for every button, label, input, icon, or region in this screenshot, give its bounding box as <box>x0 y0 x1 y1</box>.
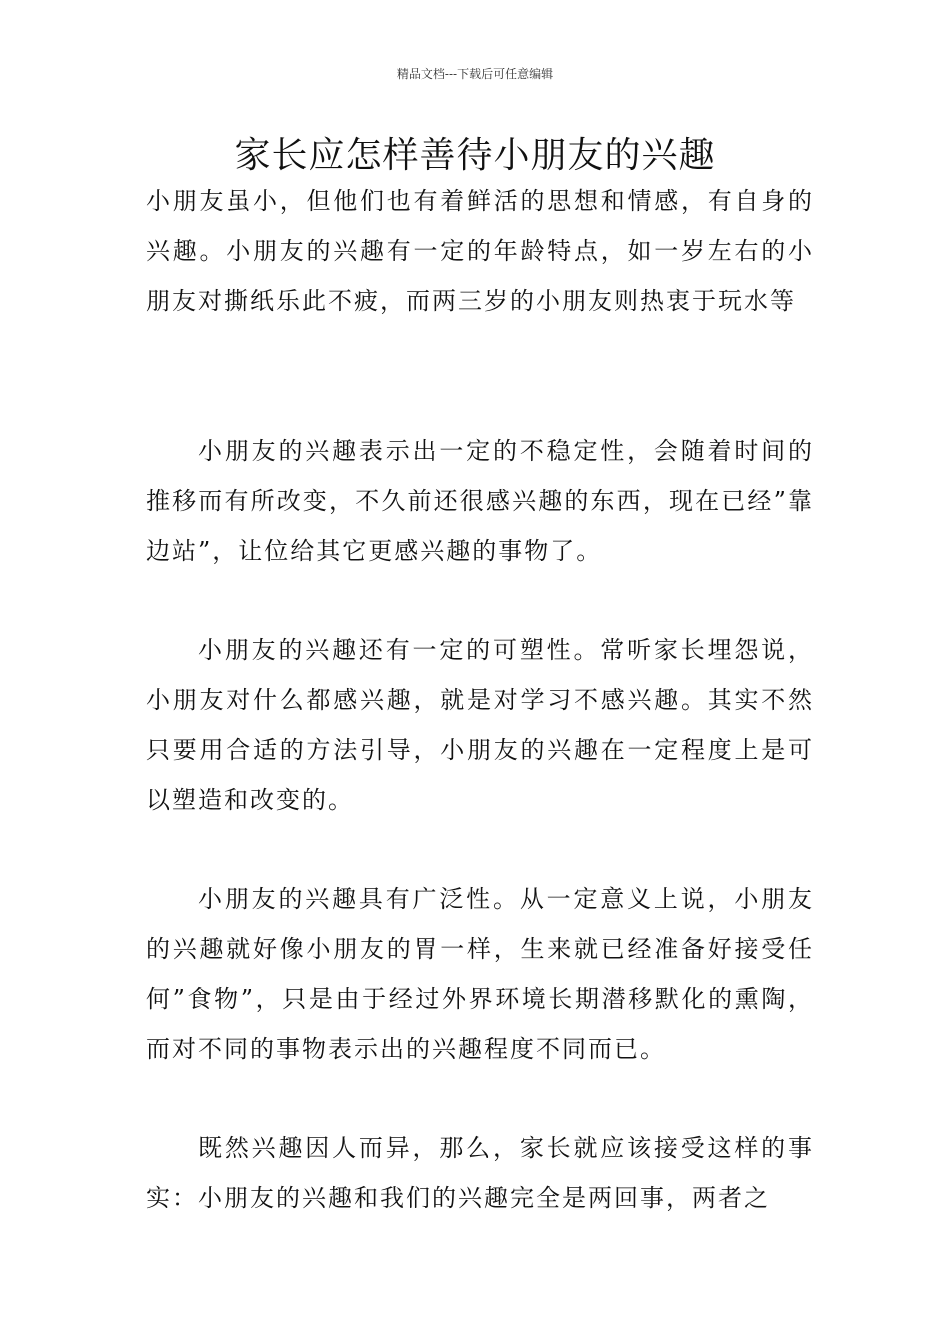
page-header-note: 精品文档---下载后可任意编辑 <box>396 67 554 81</box>
document-title: 家长应怎样善待小朋友的兴趣 <box>234 135 716 176</box>
document-body <box>146 176 814 1223</box>
paragraph-2: 小朋友的兴趣表示出一定的不稳定性，会随着时间的推移而有所改变，不久前还很感兴趣的东西，现在已经”靠边站”，让位给其它更感兴趣的事物了。 <box>146 437 814 565</box>
paragraph-3: 小朋友的兴趣还有一定的可塑性。常听家长埋怨说，小朋友对什么都感兴趣，就是对学习不感兴趣。其实不然只要用合适的方法引导，小朋友的兴趣在一定程度上是可以塑造和改变的。 <box>146 636 814 814</box>
paragraph-5: 既然兴趣因人而异，那么，家长就应该接受这样的事实：小朋友的兴趣和我们的兴趣完全是两回事，两者之 <box>146 1134 814 1212</box>
paragraph-1: 小朋友虽小，但他们也有着鲜活的思想和情感，有自身的兴趣。小朋友的兴趣有一定的年龄特点，如一岁左右的小朋友对撕纸乐此不疲，而两三岁的小朋友则热衷于玩水等 <box>146 187 814 315</box>
paragraph-4: 小朋友的兴趣具有广泛性。从一定意义上说，小朋友的兴趣就好像小朋友的胃一样，生来就已经准备好接受任何”食物”，只是由于经过外界环境长期潜移默化的熏陶，而对不同的事物表示出的兴趣程度不同而已。 <box>146 885 814 1063</box>
